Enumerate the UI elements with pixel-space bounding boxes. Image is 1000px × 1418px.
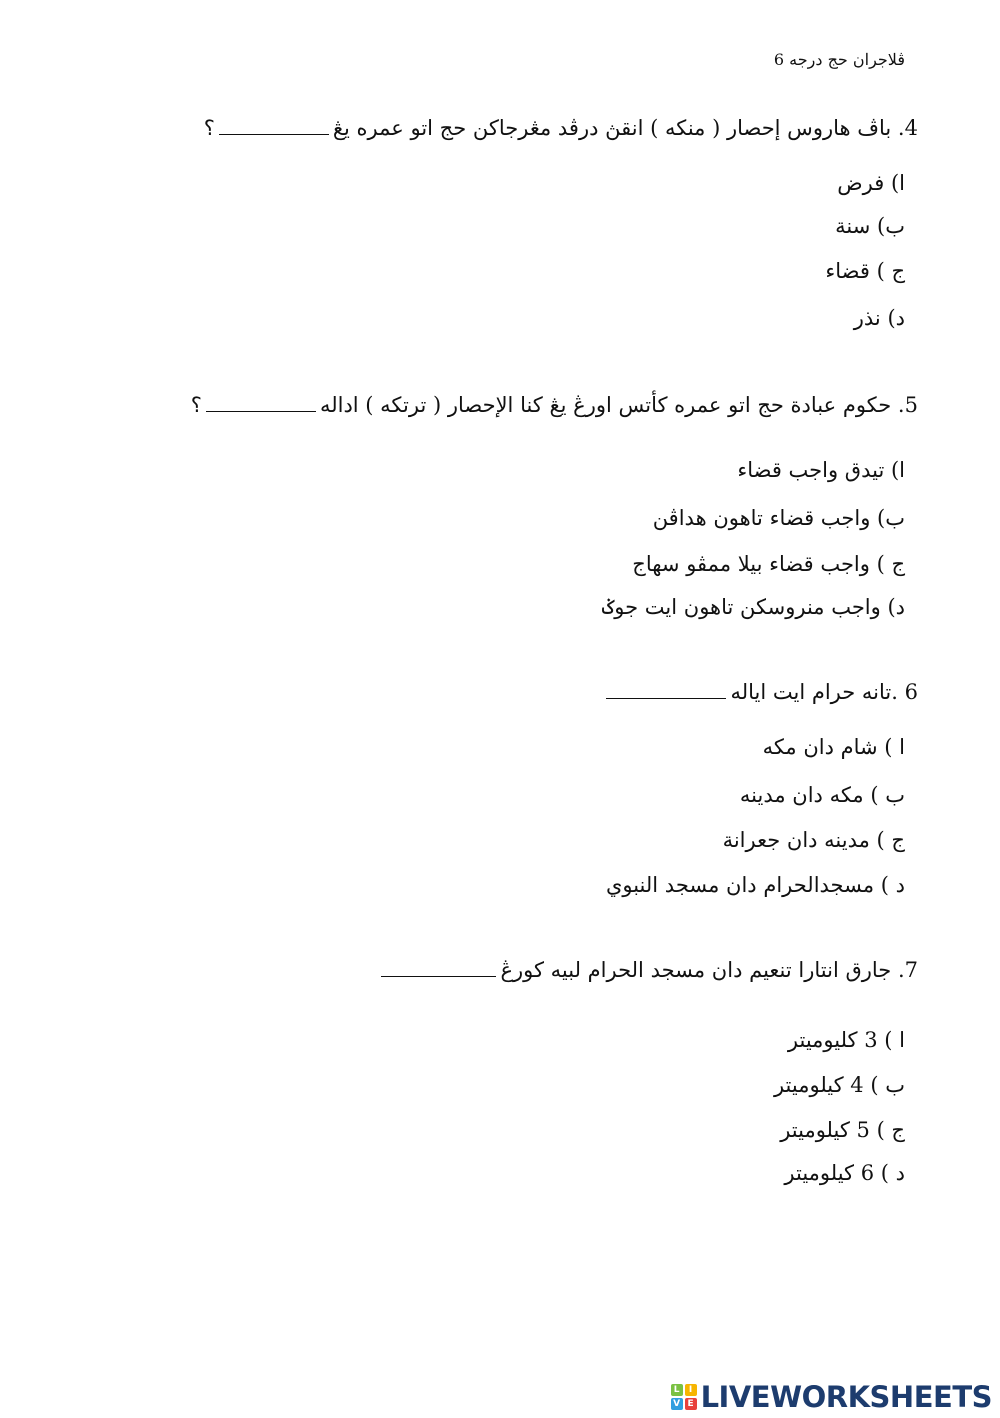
option[interactable]: ا) فرض (837, 171, 905, 195)
option[interactable]: ا ) 3 كليوميتر (787, 1028, 905, 1052)
question-text: 7. جارق انتارا تنعيم دان مسجد الحرام لبيه كورڠ (500, 958, 918, 982)
question-7 (377, 956, 918, 984)
question-text: 6 .تانه حرام ايت اياله (730, 680, 918, 704)
answer-blank[interactable] (219, 118, 329, 135)
answer-blank[interactable] (381, 960, 496, 977)
logo-tiles-icon (671, 1384, 697, 1410)
option[interactable]: ج ) مدينه دان جعرانة (722, 828, 905, 852)
option[interactable]: د) واجب منروسكن تاهون ايت جوݢ (601, 595, 905, 619)
option[interactable]: د ) مسجدالحرام دان مسجد النبوي (605, 873, 905, 897)
logo-tile: I (685, 1384, 697, 1396)
question-5 (191, 391, 918, 419)
liveworksheets-logo (671, 1380, 992, 1414)
question-mark: ؟ (190, 393, 202, 417)
option[interactable]: ج ) 5 كيلوميتر (780, 1118, 905, 1142)
option[interactable]: ب) واجب قضاء تاهون هداڤن (652, 506, 905, 530)
option[interactable]: ب) سنة (835, 214, 905, 238)
option[interactable]: ج ) واجب قضاء بيلا ممڤو سهاج (632, 552, 905, 576)
option[interactable]: ا ) شام دان مكه (762, 735, 905, 759)
answer-blank[interactable] (606, 682, 726, 699)
option[interactable]: ب ) 4 كيلوميتر (773, 1073, 905, 1097)
question-text: 5. حكوم عبادة حج اتو عمره كأتس اورڠ يڠ كنا الإحصار ( ترتكه ) اداله (319, 393, 918, 417)
option[interactable]: د) نذر (853, 306, 905, 330)
option[interactable]: ج ) قضاء (825, 259, 905, 283)
question-text: 4. باڤ هاروس إحصار ( منكه ) انقڽ درڤد مڠرجاكن حج اتو عمره يڠ (332, 116, 918, 140)
logo-text: LIVEWORKSHEETS (700, 1380, 992, 1414)
logo-tile: V (671, 1398, 683, 1410)
option[interactable]: د ) 6 كيلوميتر (784, 1161, 905, 1185)
logo-tile: L (671, 1384, 683, 1396)
worksheet-header: ڤلاجران حج درجه 6 (773, 50, 905, 69)
question-mark: ؟ (203, 116, 215, 140)
question-6 (602, 678, 918, 706)
question-4 (204, 114, 918, 142)
answer-blank[interactable] (206, 395, 316, 412)
option[interactable]: ا) تيدق واجب قضاء (737, 458, 905, 482)
logo-tile: E (685, 1398, 697, 1410)
option[interactable]: ب ) مكه دان مدينه (739, 783, 905, 807)
